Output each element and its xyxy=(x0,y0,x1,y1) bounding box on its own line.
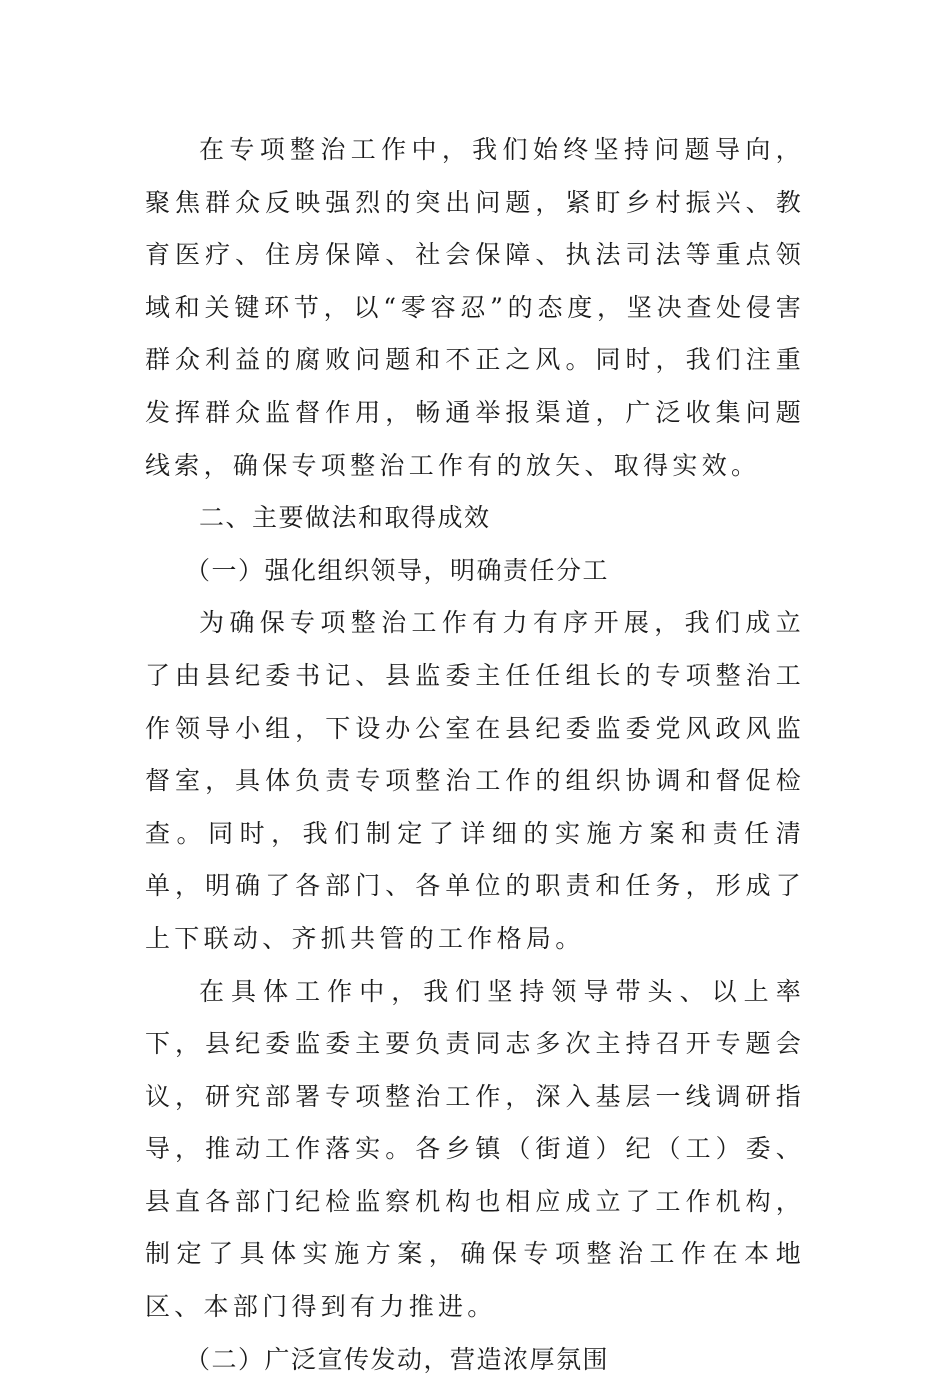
subheading-publicity: （二）广泛宣传发动，营造浓厚氛围 xyxy=(185,1344,610,1374)
paragraph-focus-problems: 在专项整治工作中，我们始终坚持问题导向，聚焦群众反映强烈的突出问题，紧盯乡村振兴、教育医疗、住房保障、社会保障、执法司法等重点领域和关键环节，以“零容忍”的态度，坚决查处侵害群众利益的腐败问题和不正之风。同时，我们注重发挥群众监督作用，畅通举报渠道，广泛收集问题线索，确保专项整治工作有的放矢、取得实效。 xyxy=(145,135,805,480)
document-body xyxy=(145,124,805,1386)
subheading-organization: （一）强化组织领导，明确责任分工 xyxy=(185,555,610,585)
paragraph-leadership-group: 为确保专项整治工作有力有序开展，我们成立了由县纪委书记、县监委主任任组长的专项整治工作领导小组，下设办公室在县纪委监委党风政风监督室，具体负责专项整治工作的组织协调和督促检查。同时，我们制定了详细的实施方案和责任清单，明确了各部门、各单位的职责和任务，形成了上下联动、齐抓共管的工作格局。 xyxy=(145,608,805,953)
section-heading: 二、主要做法和取得成效 xyxy=(199,503,491,533)
paragraph-specific-work: 在具体工作中，我们坚持领导带头、以上率下，县纪委监委主要负责同志多次主持召开专题会议，研究部署专项整治工作，深入基层一线调研指导，推动工作落实。各乡镇（街道）纪（工）委、县直各部门纪检监察机构也相应成立了工作机构，制定了具体实施方案，确保专项整治工作在本地区、本部门得到有力推进。 xyxy=(145,976,805,1322)
